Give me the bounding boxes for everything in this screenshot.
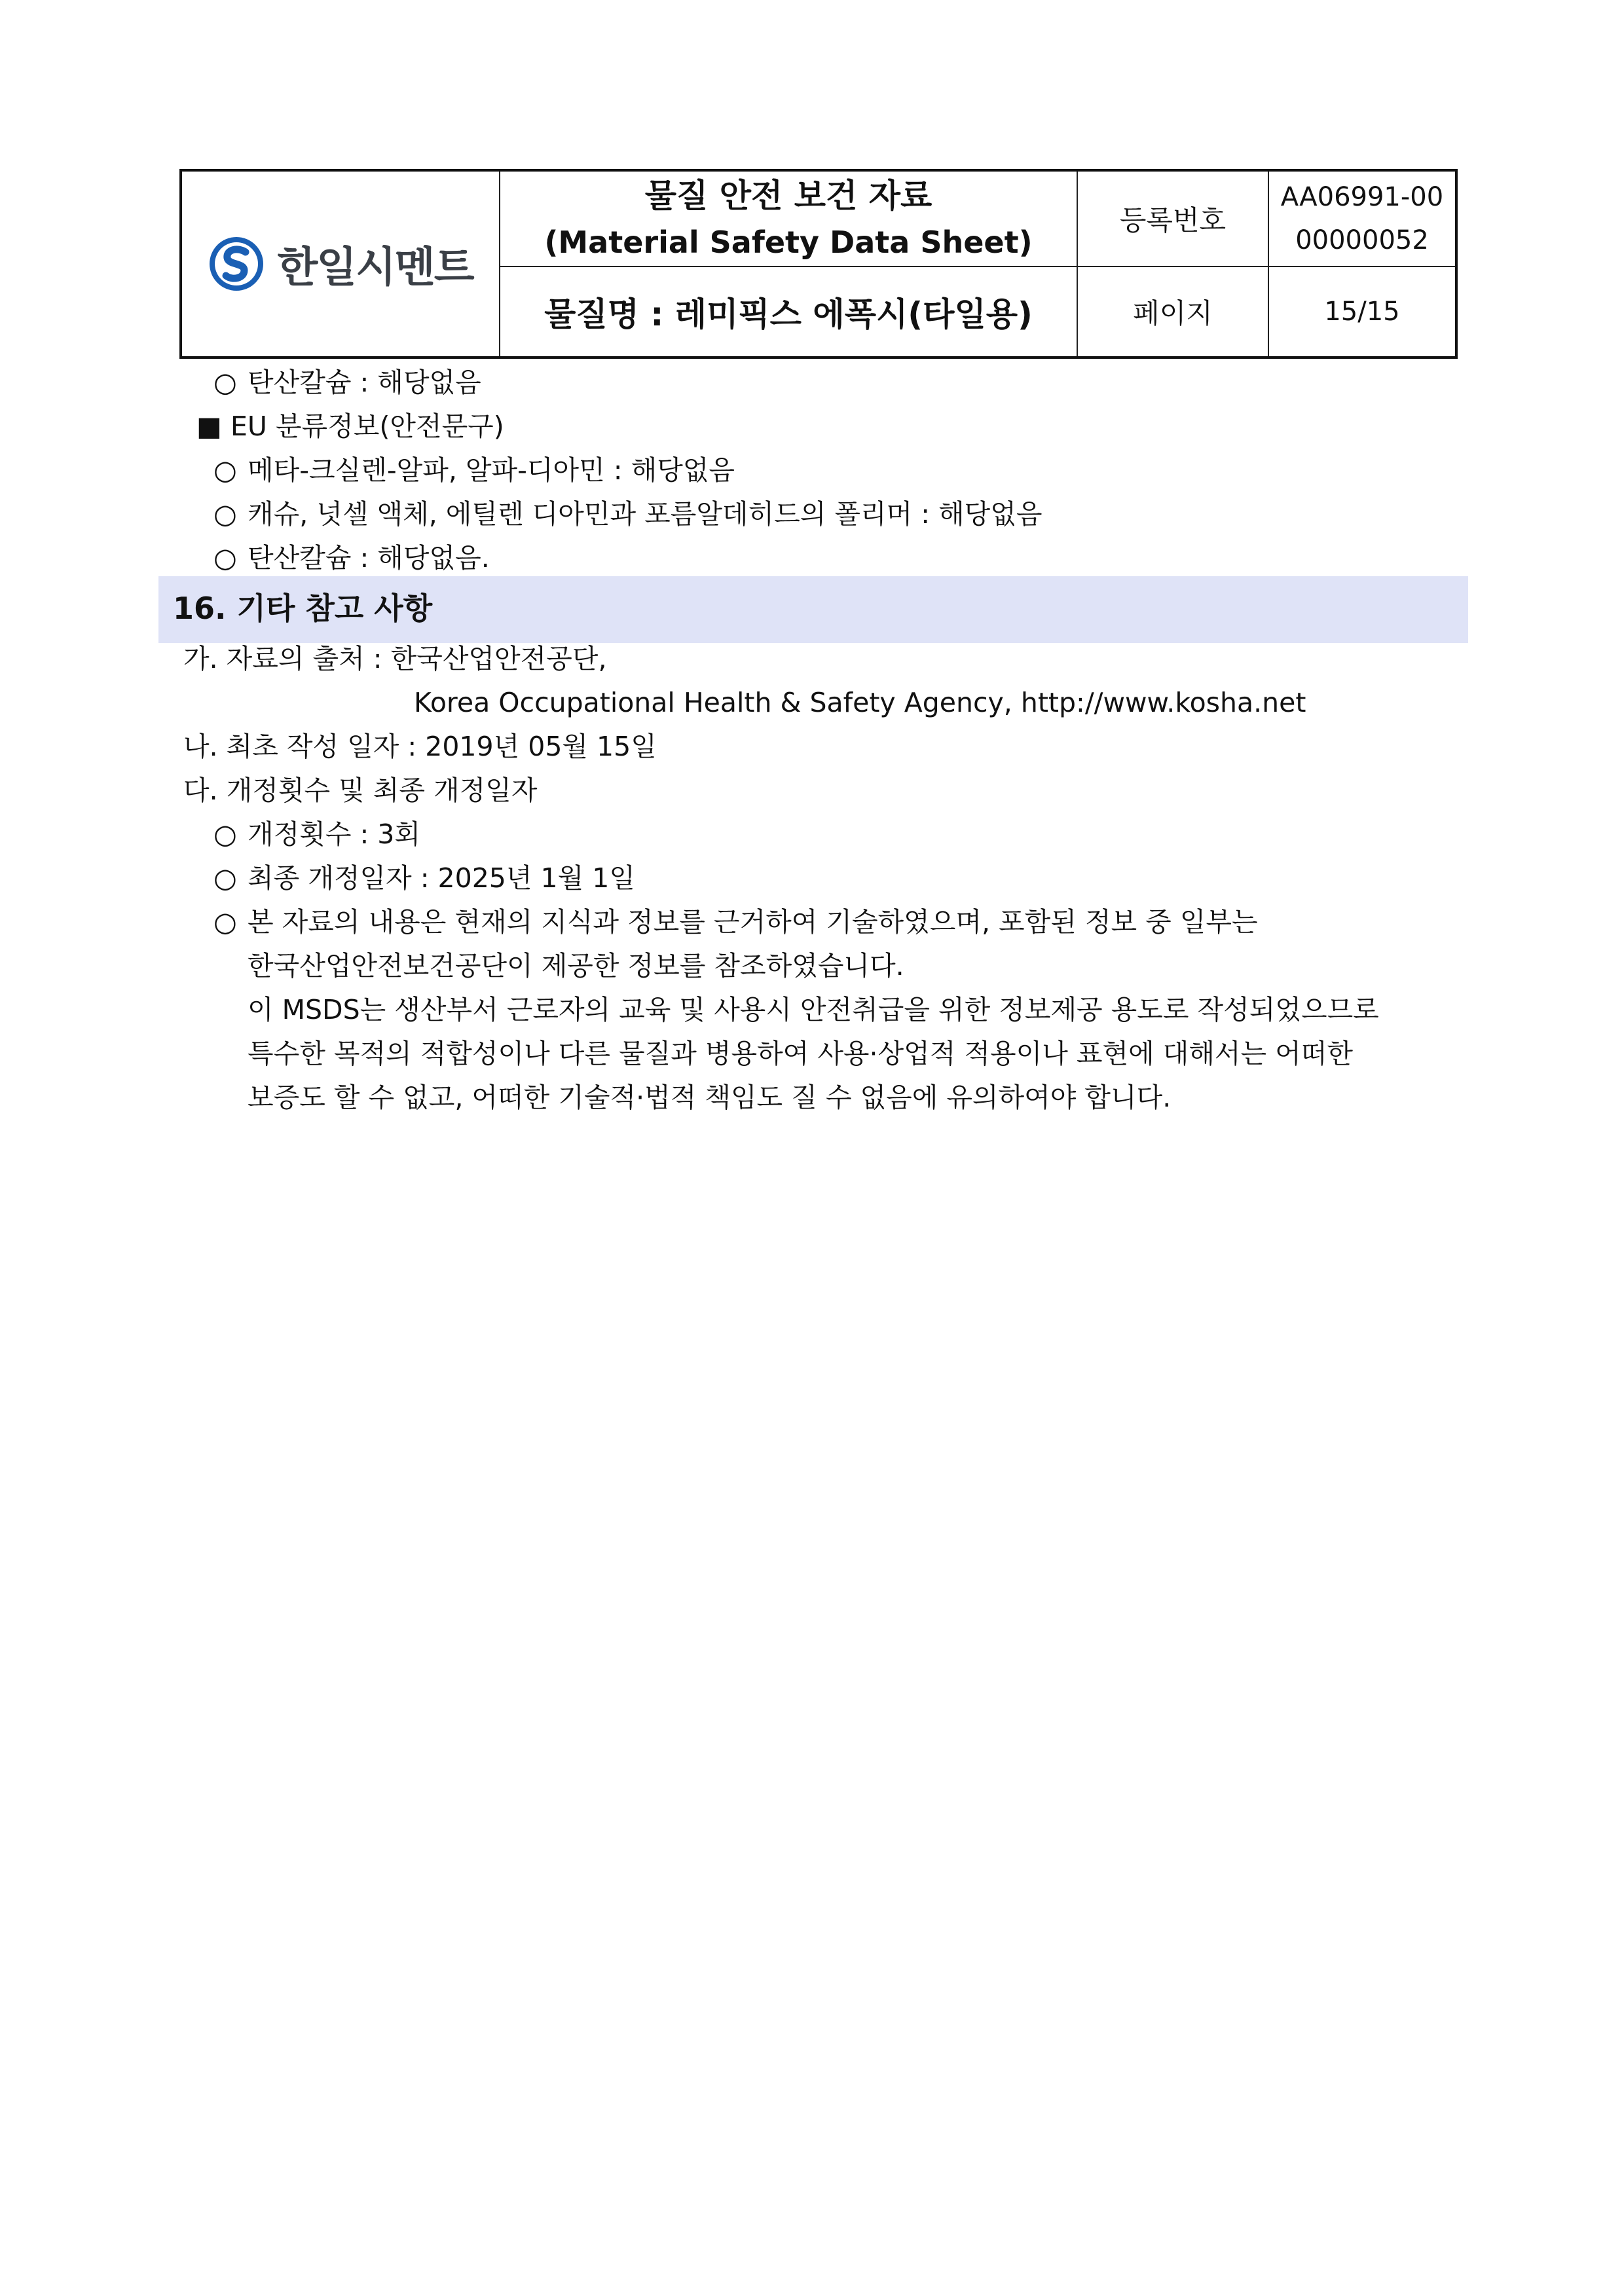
- circle-bullet-icon: ○: [213, 367, 237, 398]
- list-item: [213, 858, 635, 898]
- msds-header-table: [179, 169, 1458, 359]
- list-item-text: 메타-크실렌-알파, 알파-디아민 : 해당없음: [248, 454, 735, 486]
- section-16-title: 16. 기타 참고 사항: [173, 591, 433, 626]
- substance-cell: [500, 266, 1077, 358]
- note-text: 특수한 목적의 적합성이나 다른 물질과 병용하여 사용·상업적 적용이나 표현에 대해서는 어떠한: [248, 1038, 1353, 1069]
- logo-cell: [181, 170, 500, 358]
- list-item: [213, 902, 1258, 942]
- list-item: [213, 815, 420, 854]
- registration-label: 등록번호: [1119, 204, 1227, 236]
- list-item: [213, 494, 1043, 534]
- circle-bullet-icon: ○: [213, 498, 237, 530]
- substance-name: 물질명 : 레미픽스 에폭시(타일용): [544, 295, 1033, 333]
- list-item-text: 탄산칼슘 : 해당없음: [248, 367, 481, 398]
- source-english-line: Korea Occupational Health & Safety Agency, http://www.kosha.net: [414, 687, 1306, 718]
- revision-heading: 다. 개정횟수 및 최종 개정일자: [183, 775, 538, 806]
- list-item-text: 캐슈, 넛셀 액체, 에틸렌 디아민과 포름알데히드의 폴리머 : 해당없음: [248, 498, 1043, 530]
- note-text: 한국산업안전보건공단이 제공한 정보를 참조하였습니다.: [248, 950, 904, 982]
- circle-bullet-icon: ○: [213, 454, 237, 486]
- revision-count: 개정횟수 : 3회: [248, 818, 420, 850]
- reg-label-cell: [1077, 170, 1268, 266]
- page-number: 15/15: [1324, 297, 1400, 327]
- square-bullet-icon: ■: [196, 411, 222, 442]
- document-title: 물질 안전 보건 자료: [644, 177, 932, 215]
- eu-classification-heading: [196, 407, 504, 446]
- note-text: 본 자료의 내용은 현재의 지식과 정보를 근거하여 기술하였으며, 포함된 정보 중 일부는: [248, 906, 1258, 938]
- source-line: 가. 자료의 출처 : 한국산업안전공단,: [183, 643, 607, 674]
- circle-bullet-icon: ○: [213, 542, 237, 574]
- registration-number-line1: AA06991-00: [1280, 182, 1444, 212]
- note-text: 이 MSDS는 생산부서 근로자의 교육 및 사용시 안전취급을 위한 정보제공 용도로 작성되었으므로: [248, 994, 1379, 1025]
- registration-number-line2: 00000052: [1295, 225, 1429, 255]
- page-value-cell: [1268, 266, 1456, 358]
- note-text: 보증도 할 수 없고, 어떠한 기술적·법적 책임도 질 수 없음에 유의하여야 합니다.: [248, 1082, 1172, 1113]
- company-logo: [182, 234, 499, 294]
- circle-bullet-icon: ○: [213, 906, 237, 938]
- list-item: [213, 363, 481, 402]
- first-written-date: 나. 최초 작성 일자 : 2019년 05월 15일: [183, 731, 657, 762]
- page-label: 페이지: [1133, 297, 1213, 329]
- circle-bullet-icon: ○: [213, 862, 237, 894]
- title-cell: [500, 170, 1077, 266]
- hanil-logo-icon: [208, 235, 265, 293]
- circle-bullet-icon: ○: [213, 818, 237, 850]
- logo-text: 한일시멘트: [277, 244, 473, 292]
- reg-value-cell: [1268, 170, 1456, 266]
- list-item-text: 탄산칼슘 : 해당없음.: [248, 542, 490, 574]
- page-label-cell: [1077, 266, 1268, 358]
- document-title-english: (Material Safety Data Sheet): [544, 225, 1033, 260]
- list-item: [213, 538, 490, 578]
- eu-heading-text: EU 분류정보(안전문구): [231, 411, 504, 442]
- list-item: [213, 450, 735, 490]
- last-revision-date: 최종 개정일자 : 2025년 1월 1일: [248, 862, 635, 894]
